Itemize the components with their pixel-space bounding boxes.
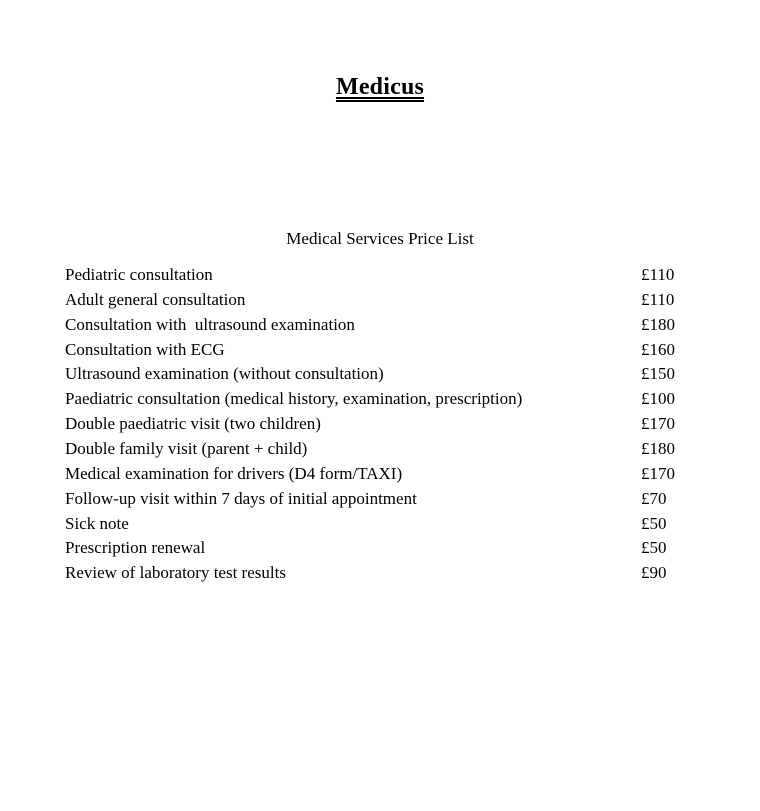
price-list-row [65,387,760,412]
service-price: £50 [641,513,667,533]
price-list-row [65,487,760,512]
service-price: £170 [641,463,675,483]
service-label: Double family visit (parent + child) [65,439,308,459]
price-list-row [65,288,760,313]
service-price: £90 [641,563,667,583]
price-list-row [65,512,760,537]
price-list-row [65,437,760,462]
service-price: £100 [641,389,675,409]
service-label: Paediatric consultation (medical history, examination, prescription) [65,389,523,409]
service-price: £160 [641,339,675,359]
page-title-text: Medicus [335,74,425,100]
service-price: £50 [641,538,667,558]
price-list-row [65,263,760,288]
service-label: Consultation with ultrasound examination [65,314,355,334]
price-list-heading: Medical Services Price List [286,229,474,248]
service-label: Double paediatric visit (two children) [65,414,321,434]
service-price: £180 [641,439,675,459]
service-price: £110 [641,289,675,309]
service-label: Follow-up visit within 7 days of initial appointment [65,488,417,508]
price-list-row [65,338,760,363]
price-list-row [65,536,760,561]
service-label: Medical examination for drivers (D4 form/TAXI) [65,463,403,483]
service-price: £170 [641,414,675,434]
service-label: Pediatric consultation [65,265,213,284]
service-price: £150 [641,364,675,384]
service-label: Adult general consultation [65,289,246,309]
service-label: Review of laboratory test results [65,563,286,583]
service-price: £110 [641,265,675,284]
service-price: £70 [641,488,667,508]
price-list-row [65,561,760,586]
price-list [65,263,760,586]
service-label: Prescription renewal [65,538,206,558]
service-label: Consultation with ECG [65,339,225,359]
service-price: £180 [641,314,675,334]
price-list-row [65,462,760,487]
page-title [0,74,760,101]
service-label: Ultrasound examination (without consultation) [65,364,384,384]
price-list-row [65,362,760,387]
price-list-row [65,412,760,437]
service-label: Sick note [65,513,129,533]
price-list-row [65,313,760,338]
